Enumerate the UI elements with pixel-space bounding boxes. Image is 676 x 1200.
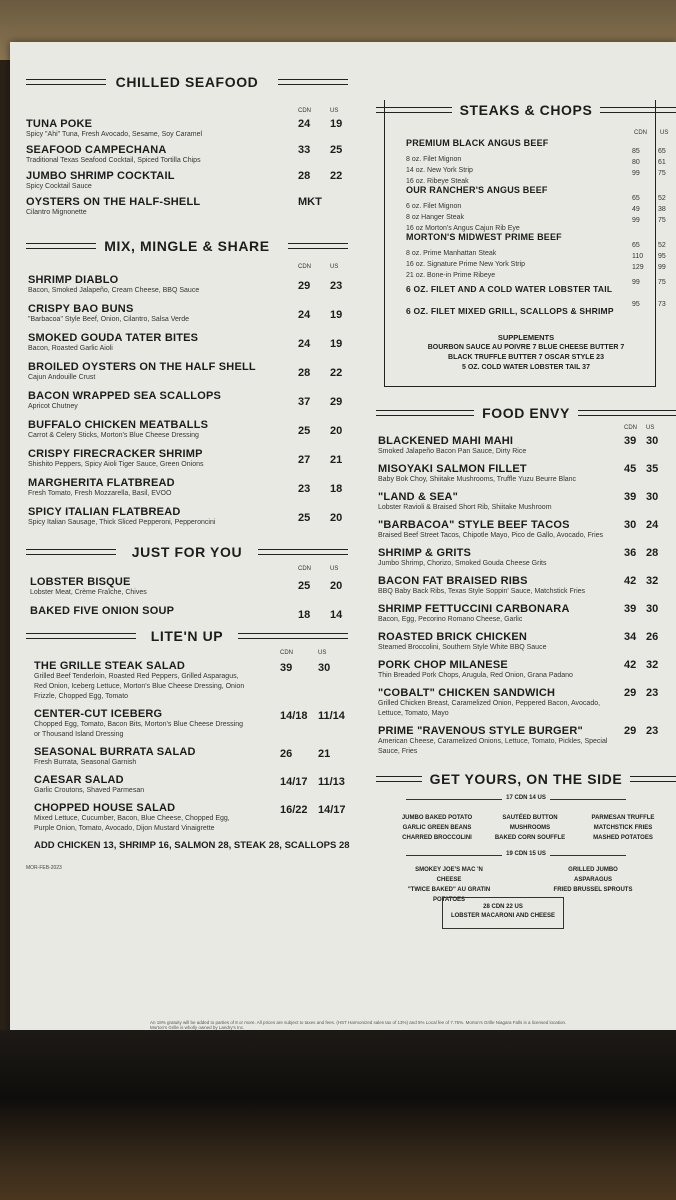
price-cdn: 80 — [632, 159, 640, 166]
item-description: Bacon, Egg, Pecorino Romano Cheese, Garlic — [378, 616, 523, 623]
price-cdn: 28 — [298, 367, 311, 379]
price-us: 19 — [330, 338, 343, 350]
price-cdn: 25 — [298, 580, 311, 592]
price-us: 20 — [330, 580, 343, 592]
price-column-header — [22, 264, 352, 274]
price-cdn: 99 — [632, 170, 640, 177]
section-header-sides: GET YOURS, ON THE SIDE — [376, 767, 676, 791]
price-us: 21 — [318, 748, 331, 760]
sides-area: 17 CDN 14 US JUMBO BAKED POTATO GARLIC GREEN BEANS CHARRED BROCCOLINI SAUTÉED BUTTON MUSHROOMS BAKED CORN SOUFFLE PARMESAN TRUFFLE MATCHSTICK FRIES MASHED POTATOES 19 CDN 15 US SMOKEY JOE'S MAC 'N CHEESE "TWICE BAKED" AU GRATIN POTATOES GRILLED JUMBO ASPARAGUS FRIED BRUSSEL SPROUTS 28 CDN 22 US LOBSTER MACARONI AND CHEESE — [376, 799, 676, 949]
price-us: 21 — [330, 454, 343, 466]
cdn-header: CDN — [634, 130, 647, 136]
menu-item — [22, 802, 352, 834]
item-description: Grilled Chicken Breast, Caramelized Onion, Peppered Bacon, Avocado, Lettuce, Tomato, Mayo — [378, 700, 601, 717]
item-description: Mixed Lettuce, Cucumber, Bacon, Blue Cheese, Chopped Egg, Purple Onion, Tomato, Avocado, Dijon Mustard Vinaigrette — [34, 815, 230, 832]
item-description: Carrot & Celery Sticks, Morton's Blue Cheese Dressing — [28, 432, 199, 439]
left-column — [22, 70, 352, 871]
price-us: 65 — [658, 148, 666, 155]
item-description: Bacon, Roasted Garlic Aioli — [28, 345, 113, 352]
special-name: 6 OZ. FILET MIXED GRILL, SCALLOPS & SHRIMP — [406, 306, 614, 316]
side-item: MASHED POTATOES — [593, 835, 653, 841]
menu-item — [376, 435, 676, 457]
cut-name: 16 oz. Ribeye Steak — [406, 178, 469, 185]
price-cdn: 23 — [298, 483, 311, 495]
us-header: US — [660, 130, 669, 136]
cut-name: 8 oz. Filet Mignon — [406, 156, 462, 163]
menu-item — [376, 725, 676, 757]
item-name: BAKED FIVE ONION SOUP — [30, 605, 175, 617]
lite-n-up-list — [22, 650, 352, 834]
menu-item — [376, 547, 676, 569]
cdn-header: CDN — [624, 425, 637, 431]
item-name: MISOYAKI SALMON FILLET — [378, 463, 527, 475]
side-item: "TWICE BAKED" AU GRATIN POTATOES — [407, 887, 491, 903]
item-name: JUMBO SHRIMP COCKTAIL — [26, 170, 175, 182]
side-item: PARMESAN TRUFFLE MATCHSTICK FRIES — [591, 815, 655, 831]
price-us: 11/14 — [318, 710, 345, 722]
menu-item — [376, 603, 676, 625]
menu-item — [22, 118, 352, 140]
price-cdn: 49 — [632, 206, 640, 213]
price-cdn: 29 — [298, 280, 311, 292]
price-cdn: 24 — [298, 118, 311, 130]
price-us: 30 — [318, 662, 331, 674]
price-us: 23 — [646, 725, 659, 737]
cut-name: 6 oz. Filet Mignon — [406, 203, 462, 210]
item-description: Shishito Peppers, Spicy Aioli Tiger Sauce, Green Onions — [28, 461, 204, 468]
item-description: Apricot Chutney — [28, 403, 78, 410]
menu-item — [22, 708, 352, 740]
item-name: BLACKENED MAHI MAHI — [378, 435, 514, 447]
us-header: US — [330, 264, 339, 270]
menu-item — [22, 170, 352, 192]
item-description: American Cheese, Caramelized Onions, Lettuce, Tomato, Pickles, Special Sauce, Fries — [378, 738, 608, 755]
item-description: Garlic Croutons, Shaved Parmesan — [34, 787, 145, 794]
item-description: Spicy Cocktail Sauce — [26, 183, 92, 190]
price-us: 14 — [330, 609, 343, 621]
menu-item — [22, 419, 352, 441]
price-cdn: 45 — [624, 463, 637, 475]
price-cdn: 28 — [298, 170, 311, 182]
item-name: SEASONAL BURRATA SALAD — [34, 746, 196, 758]
steak-group-name: PREMIUM BLACK ANGUS BEEF — [406, 138, 549, 148]
price-us: 75 — [658, 279, 666, 286]
us-header: US — [318, 650, 327, 656]
price-cdn: 18 — [298, 609, 311, 621]
menu-item — [22, 774, 352, 796]
price-cdn: 37 — [298, 396, 311, 408]
item-description: Lobster Meat, Crème Fraîche, Chives — [30, 589, 147, 596]
price-us: 95 — [658, 253, 666, 260]
price-cdn: 24 — [298, 338, 311, 350]
menu-item — [22, 361, 352, 383]
price-cdn: 34 — [624, 631, 637, 643]
us-header: US — [330, 108, 339, 114]
item-description: Traditional Texas Seafood Cocktail, Spiced Tortilla Chips — [26, 157, 201, 164]
price-cdn: 39 — [624, 603, 637, 615]
price-cdn: 27 — [298, 454, 311, 466]
price-us: 52 — [658, 242, 666, 249]
side-item: GARLIC GREEN BEANS — [402, 825, 472, 831]
mix-mingle-list — [22, 264, 352, 528]
price-cdn: 24 — [298, 309, 311, 321]
steaks-border-box — [384, 100, 656, 387]
price-cdn: 25 — [298, 512, 311, 524]
price-cdn: 39 — [624, 491, 637, 503]
price-us: 30 — [646, 435, 659, 447]
price-us: 11/13 — [318, 776, 345, 788]
price-cdn: 110 — [632, 253, 644, 260]
cdn-header: CDN — [298, 264, 311, 270]
price-us: 75 — [658, 170, 666, 177]
price-cdn: 36 — [624, 547, 637, 559]
price-us: 19 — [330, 309, 343, 321]
item-name: CRISPY BAO BUNS — [28, 303, 134, 315]
menu-item — [22, 390, 352, 412]
price-cdn: 26 — [280, 748, 293, 760]
menu-item — [22, 332, 352, 354]
price-cdn: 65 — [632, 242, 640, 249]
item-description: Smoked Jalapeño Bacon Pan Sauce, Dirty Rice — [378, 448, 527, 455]
price-us: 26 — [646, 631, 659, 643]
menu-item — [22, 144, 352, 166]
side-item: JUMBO BAKED POTATO — [401, 815, 473, 821]
sides-column — [487, 813, 573, 843]
price-us: 29 — [330, 396, 343, 408]
section-header-chilled: CHILLED SEAFOOD — [22, 70, 352, 94]
price-us: 25 — [330, 144, 343, 156]
price-us: 30 — [646, 603, 659, 615]
us-header: US — [646, 425, 655, 431]
menu-item — [376, 491, 676, 513]
price-cdn: 39 — [624, 435, 637, 447]
price-us: 38 — [658, 206, 666, 213]
item-name: TUNA POKE — [26, 118, 93, 130]
item-name: PRIME "RAVENOUS STYLE BURGER" — [378, 725, 583, 737]
cdn-header: CDN — [280, 650, 293, 656]
item-description: Spicy "Ahi" Tuna, Fresh Avocado, Sesame, Soy Caramel — [26, 131, 203, 138]
menu-item — [22, 605, 352, 621]
item-name: BROILED OYSTERS ON THE HALF SHELL — [28, 361, 256, 373]
food-envy-list — [376, 425, 676, 757]
item-name: MARGHERITA FLATBREAD — [28, 477, 175, 489]
price-us: 30 — [646, 491, 659, 503]
menu-item — [22, 448, 352, 470]
cut-name: 8 oz. Prime Manhattan Steak — [406, 250, 497, 257]
supplements: SUPPLEMENTS BOURBON SAUCE AU POIVRE 7 BLUE CHEESE BUTTER 7 BLACK TRUFFLE BUTTER 7 OSCAR STYLE 23 5 OZ. COLD WATER LOBSTER TAIL 37 — [427, 333, 625, 371]
item-name: LOBSTER BISQUE — [30, 576, 131, 588]
item-name: CHOPPED HOUSE SALAD — [34, 802, 176, 814]
menu-item — [376, 659, 676, 681]
us-header: US — [330, 566, 339, 572]
side-item: BAKED CORN SOUFFLE — [494, 835, 566, 841]
item-description: BBQ Baby Back Ribs, Texas Style Soppin' Sauce, Matchstick Fries — [378, 588, 586, 595]
item-description: Chopped Egg, Tomato, Bacon Bits, Morton's Blue Cheese Dressing or Thousand Island Dressing — [34, 721, 243, 738]
item-name: ROASTED BRICK CHICKEN — [378, 631, 528, 643]
price-us: 32 — [646, 575, 659, 587]
price-us: 18 — [330, 483, 343, 495]
price-column-header — [376, 425, 676, 435]
price-cdn: 99 — [632, 217, 640, 224]
price-us: 22 — [330, 170, 343, 182]
price-us: 14/17 — [318, 804, 346, 816]
side-item: CHARRED BROCCOLINI — [402, 835, 472, 841]
menu-item — [22, 506, 352, 528]
price-us: 23 — [646, 687, 659, 699]
side-item: GRILLED JUMBO ASPARAGUS — [568, 867, 618, 883]
price-cdn: 95 — [632, 301, 640, 308]
sides-tier1 — [394, 813, 666, 843]
section-header-liten: LITE'N UP — [22, 624, 352, 648]
background-table — [0, 1030, 676, 1200]
item-name: OYSTERS ON THE HALF-SHELL — [26, 196, 201, 208]
price-us: 61 — [658, 159, 666, 166]
cut-name: 16 oz. Signature Prime New York Strip — [406, 261, 526, 268]
price-us: 24 — [646, 519, 659, 531]
item-description: Grilled Beef Tenderloin, Roasted Red Peppers, Grilled Asparagus, Red Onion, Iceberg Lettuce, Morton's Blue Cheese Dressing, Onion Frizzle, Chopped Egg, Tomato — [34, 673, 245, 700]
side-item: SAUTÉED BUTTON MUSHROOMS — [502, 815, 558, 831]
price-us: 75 — [658, 217, 666, 224]
cut-name: 21 oz. Bone-in Prime Ribeye — [406, 272, 496, 279]
cut-name: 8 oz Hanger Steak — [406, 214, 464, 221]
menu-item — [376, 463, 676, 485]
item-description: Fresh Tomato, Fresh Mozzarella, Basil, EVOO — [28, 490, 172, 497]
item-name: CENTER-CUT ICEBERG — [34, 708, 163, 720]
chilled-seafood-list — [22, 108, 352, 218]
side-item: SMOKEY JOE'S MAC 'N CHEESE — [415, 867, 483, 883]
price-us: 73 — [658, 301, 666, 308]
menu-item — [22, 660, 352, 702]
price-cdn: 129 — [632, 264, 644, 271]
menu-page — [10, 42, 676, 1042]
price-cdn: 16/22 — [280, 804, 308, 816]
cut-name: 14 oz. New York Strip — [406, 167, 473, 174]
price-us: 23 — [330, 280, 343, 292]
item-name: "BARBACOA" STYLE BEEF TACOS — [378, 519, 570, 531]
menu-item — [376, 631, 676, 653]
item-name: THE GRILLE STEAK SALAD — [34, 660, 186, 672]
price-column-header — [22, 650, 352, 660]
price-us: 20 — [330, 425, 343, 437]
price-cdn: 33 — [298, 144, 311, 156]
steak-group-name: MORTON'S MIDWEST PRIME BEEF — [406, 232, 562, 242]
item-description: Steamed Broccolini, Southern Style White BBQ Sauce — [378, 644, 547, 651]
price-cdn: 39 — [280, 662, 293, 674]
price-us: 19 — [330, 118, 343, 130]
item-description: Thin Breaded Pork Chops, Arugula, Red Onion, Grana Padano — [378, 672, 573, 679]
section-header-jfy: JUST FOR YOU — [22, 540, 352, 564]
cdn-header: CDN — [298, 566, 311, 572]
item-description: Lobster Ravioli & Braised Short Rib, Shiitake Mushroom — [378, 504, 552, 511]
item-name: CRISPY FIRECRACKER SHRIMP — [28, 448, 203, 460]
item-name: CAESAR SALAD — [34, 774, 124, 786]
item-name: SHRIMP DIABLO — [28, 274, 119, 286]
item-name: SPICY ITALIAN FLATBREAD — [28, 506, 181, 518]
section-header-mix: MIX, MINGLE & SHARE — [22, 234, 352, 258]
price-us: 28 — [646, 547, 659, 559]
item-description: Jumbo Shrimp, Chorizo, Smoked Gouda Cheese Grits — [378, 560, 547, 567]
price-column-header — [22, 566, 352, 576]
item-name: "COBALT" CHICKEN SANDWICH — [378, 687, 556, 699]
price-us: 35 — [646, 463, 659, 475]
price-us: 20 — [330, 512, 343, 524]
item-description: "Barbacoa" Style Beef, Onion, Cilantro, Salsa Verde — [28, 316, 190, 323]
item-name: SMOKED GOUDA TATER BITES — [28, 332, 199, 344]
price-us: 22 — [330, 367, 343, 379]
item-name: BACON WRAPPED SEA SCALLOPS — [28, 390, 222, 402]
menu-item — [22, 274, 352, 296]
price-cdn: 42 — [624, 659, 637, 671]
just-for-you-list — [22, 566, 352, 621]
price-cdn: 14/18 — [280, 710, 308, 722]
item-description: Cajun Andouille Crust — [28, 374, 96, 381]
price-cdn: 65 — [632, 195, 640, 202]
price-cdn: 85 — [632, 148, 640, 155]
price-cdn: 25 — [298, 425, 311, 437]
item-name: SHRIMP FETTUCCINI CARBONARA — [378, 603, 570, 615]
item-description: Cilantro Mignonette — [26, 209, 87, 216]
menu-code: MOR-FEB-2023 — [26, 865, 62, 871]
price-cdn: 29 — [624, 687, 637, 699]
item-description: Braised Beef Street Tacos, Chipotle Mayo, Pico de Gallo, Avocado, Fries — [378, 532, 604, 539]
price-cdn: 30 — [624, 519, 637, 531]
item-name: "LAND & SEA" — [378, 491, 459, 503]
menu-item — [22, 746, 352, 768]
item-name: PORK CHOP MILANESE — [378, 659, 508, 671]
sides-column — [580, 813, 666, 843]
lobster-mac-box: 28 CDN 22 US LOBSTER MACARONI AND CHEESE — [442, 897, 564, 929]
menu-item — [22, 303, 352, 325]
menu-item — [22, 477, 352, 499]
price-cdn: 42 — [624, 575, 637, 587]
item-description: Fresh Burrata, Seasonal Garnish — [34, 759, 137, 766]
item-description: Spicy Italian Sausage, Thick Sliced Pepperoni, Pepperoncini — [28, 519, 216, 526]
price-us: 52 — [658, 195, 666, 202]
menu-item — [376, 687, 676, 719]
menu-item — [22, 576, 352, 598]
section-header-envy: FOOD ENVY — [376, 401, 676, 425]
price-cdn: MKT — [298, 196, 322, 208]
section-header-steaks: STEAKS & CHOPS — [376, 98, 676, 122]
item-name: BUFFALO CHICKEN MEATBALLS — [28, 419, 209, 431]
item-description: Bacon, Smoked Jalapeño, Cream Cheese, BBQ Sauce — [28, 287, 200, 294]
steak-group-name: OUR RANCHER'S ANGUS BEEF — [406, 185, 548, 195]
item-description: Baby Bok Choy, Shiitake Mushrooms, Truffle Yuzu Beurre Blanc — [378, 476, 577, 483]
menu-item — [376, 575, 676, 597]
item-name: SEAFOOD CAMPECHANA — [26, 144, 167, 156]
price-us: 32 — [646, 659, 659, 671]
special-name: 6 OZ. FILET AND A COLD WATER LOBSTER TAIL — [406, 284, 613, 294]
item-name: BACON FAT BRAISED RIBS — [378, 575, 528, 587]
price-column-header — [22, 108, 352, 118]
side-item: FRIED BRUSSEL SPROUTS — [553, 887, 633, 893]
price-cdn: 99 — [632, 279, 640, 286]
item-name: SHRIMP & GRITS — [378, 547, 472, 559]
add-protein-line: ADD CHICKEN 13, SHRIMP 16, SALMON 28, STEAK 28, SCALLOPS 28 — [34, 840, 350, 851]
cut-name: 16 oz Morton's Angus Cajun Rib Eye — [406, 225, 520, 232]
price-us: 99 — [658, 264, 666, 271]
menu-item — [376, 519, 676, 541]
cdn-header: CDN — [298, 108, 311, 114]
price-cdn: 14/17 — [280, 776, 308, 788]
sides-column — [394, 813, 480, 843]
menu-item — [22, 196, 352, 218]
footnote: An 18% gratuity will be added to parties of 8 or more. All prices are subject to taxes and fees. (HST Harmonized sales tax of 13%) and 5% Local fee of 7.75%. Morton's Grille Niagara Falls is a licensed location. Morton's Grille is wholly owned by Landry's Inc. — [150, 1020, 567, 1030]
price-cdn: 29 — [624, 725, 637, 737]
